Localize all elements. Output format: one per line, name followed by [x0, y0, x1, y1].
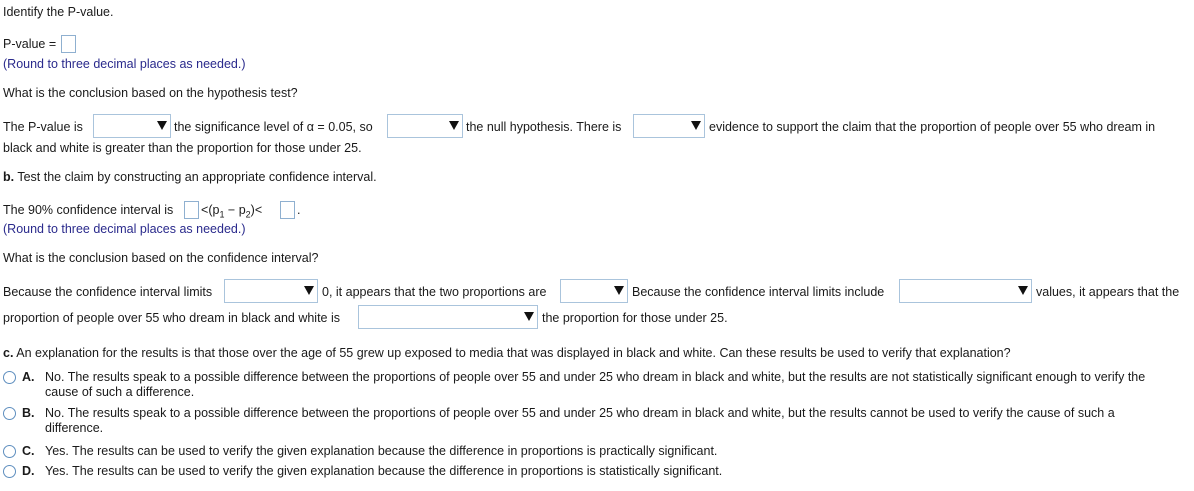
pvalue-comparison-dropdown[interactable] [93, 114, 171, 138]
evidence-text: evidence to support the claim that the proportion of people over 55 who dream in [709, 120, 1156, 134]
chevron-down-icon [304, 286, 314, 295]
identify-prompt: Identify the P-value. [3, 5, 114, 19]
part-b-heading: b. Test the claim by constructing an appropriate confidence interval. [3, 170, 377, 184]
option-letter: B. [22, 406, 35, 420]
null-hypothesis-text: the null hypothesis. There is [466, 120, 622, 134]
chevron-down-icon [691, 121, 701, 130]
ci-lower-input[interactable] [184, 201, 199, 219]
chevron-down-icon [157, 121, 167, 130]
option-letter: D. [22, 464, 35, 478]
option-text: No. The results speak to a possible difference between the proportions of people over 55 and under 25 who dream in black and white, but the results cannot be used to verify the cause of such a difference. [45, 406, 1115, 435]
option-text: Yes. The results can be used to verify the given explanation because the difference in proportions is practically significant. [45, 444, 718, 458]
ci-prefix: The 90% confidence interval is [3, 203, 174, 217]
values-dropdown[interactable] [899, 279, 1032, 303]
values-text: values, it appears that the [1036, 285, 1180, 299]
ci-sentence-start: Because the confidence interval limits [3, 285, 213, 299]
proportions-text: 0, it appears that the two proportions are [322, 285, 547, 299]
ci-expression: $<(p_1 - p_2)<$ [201, 203, 263, 220]
radio-d[interactable] [3, 465, 16, 478]
proportion-sentence: proportion of people over 55 who dream in black and white is [3, 311, 341, 325]
pvalue-sentence-start: The P-value is [3, 120, 83, 134]
round-note-b: (Round to three decimal places as needed.) [3, 222, 246, 236]
evidence-dropdown[interactable] [633, 114, 705, 138]
ci-conclusion-question: What is the conclusion based on the confidence interval? [3, 251, 319, 265]
chevron-down-icon [449, 121, 459, 130]
pvalue-label: P-value = [3, 37, 57, 51]
option-text: Yes. The results can be used to verify the given explanation because the difference in proportions is statistically significant. [45, 464, 723, 478]
comparison-dropdown[interactable] [358, 305, 538, 329]
option-letter: A. [22, 370, 35, 384]
null-decision-dropdown[interactable] [387, 114, 463, 138]
hypothesis-conclusion-question: What is the conclusion based on the hypothesis test? [3, 86, 298, 100]
chevron-down-icon [614, 286, 624, 295]
chevron-down-icon [1018, 286, 1028, 295]
part-c-question: c. An explanation for the results is that those over the age of 55 grew up exposed to media that was displayed in black and white. Can these results be used to verify that explanation? [3, 346, 1011, 360]
ci-upper-input[interactable] [280, 201, 295, 219]
ci-limits-dropdown[interactable] [224, 279, 318, 303]
significance-text: the significance level of α = 0.05, so [174, 120, 373, 134]
pvalue-input[interactable] [61, 35, 76, 53]
claim-continuation: black and white is greater than the proportion for those under 25. [3, 141, 362, 155]
option-text: No. The results speak to a possible difference between the proportions of people over 55 and under 25 who dream in black and white, but the results are not statistically significant enough to verify the cause of such a difference. [45, 370, 1146, 399]
limits-include-text: Because the confidence interval limits include [632, 285, 885, 299]
radio-c[interactable] [3, 445, 16, 458]
chevron-down-icon [524, 312, 534, 321]
round-note-a: (Round to three decimal places as needed.) [3, 57, 246, 71]
ci-period: . [297, 203, 301, 217]
radio-a[interactable] [3, 371, 16, 384]
option-letter: C. [22, 444, 35, 458]
radio-b[interactable] [3, 407, 16, 420]
under-25-text: the proportion for those under 25. [542, 311, 728, 325]
proportions-dropdown[interactable] [560, 279, 628, 303]
